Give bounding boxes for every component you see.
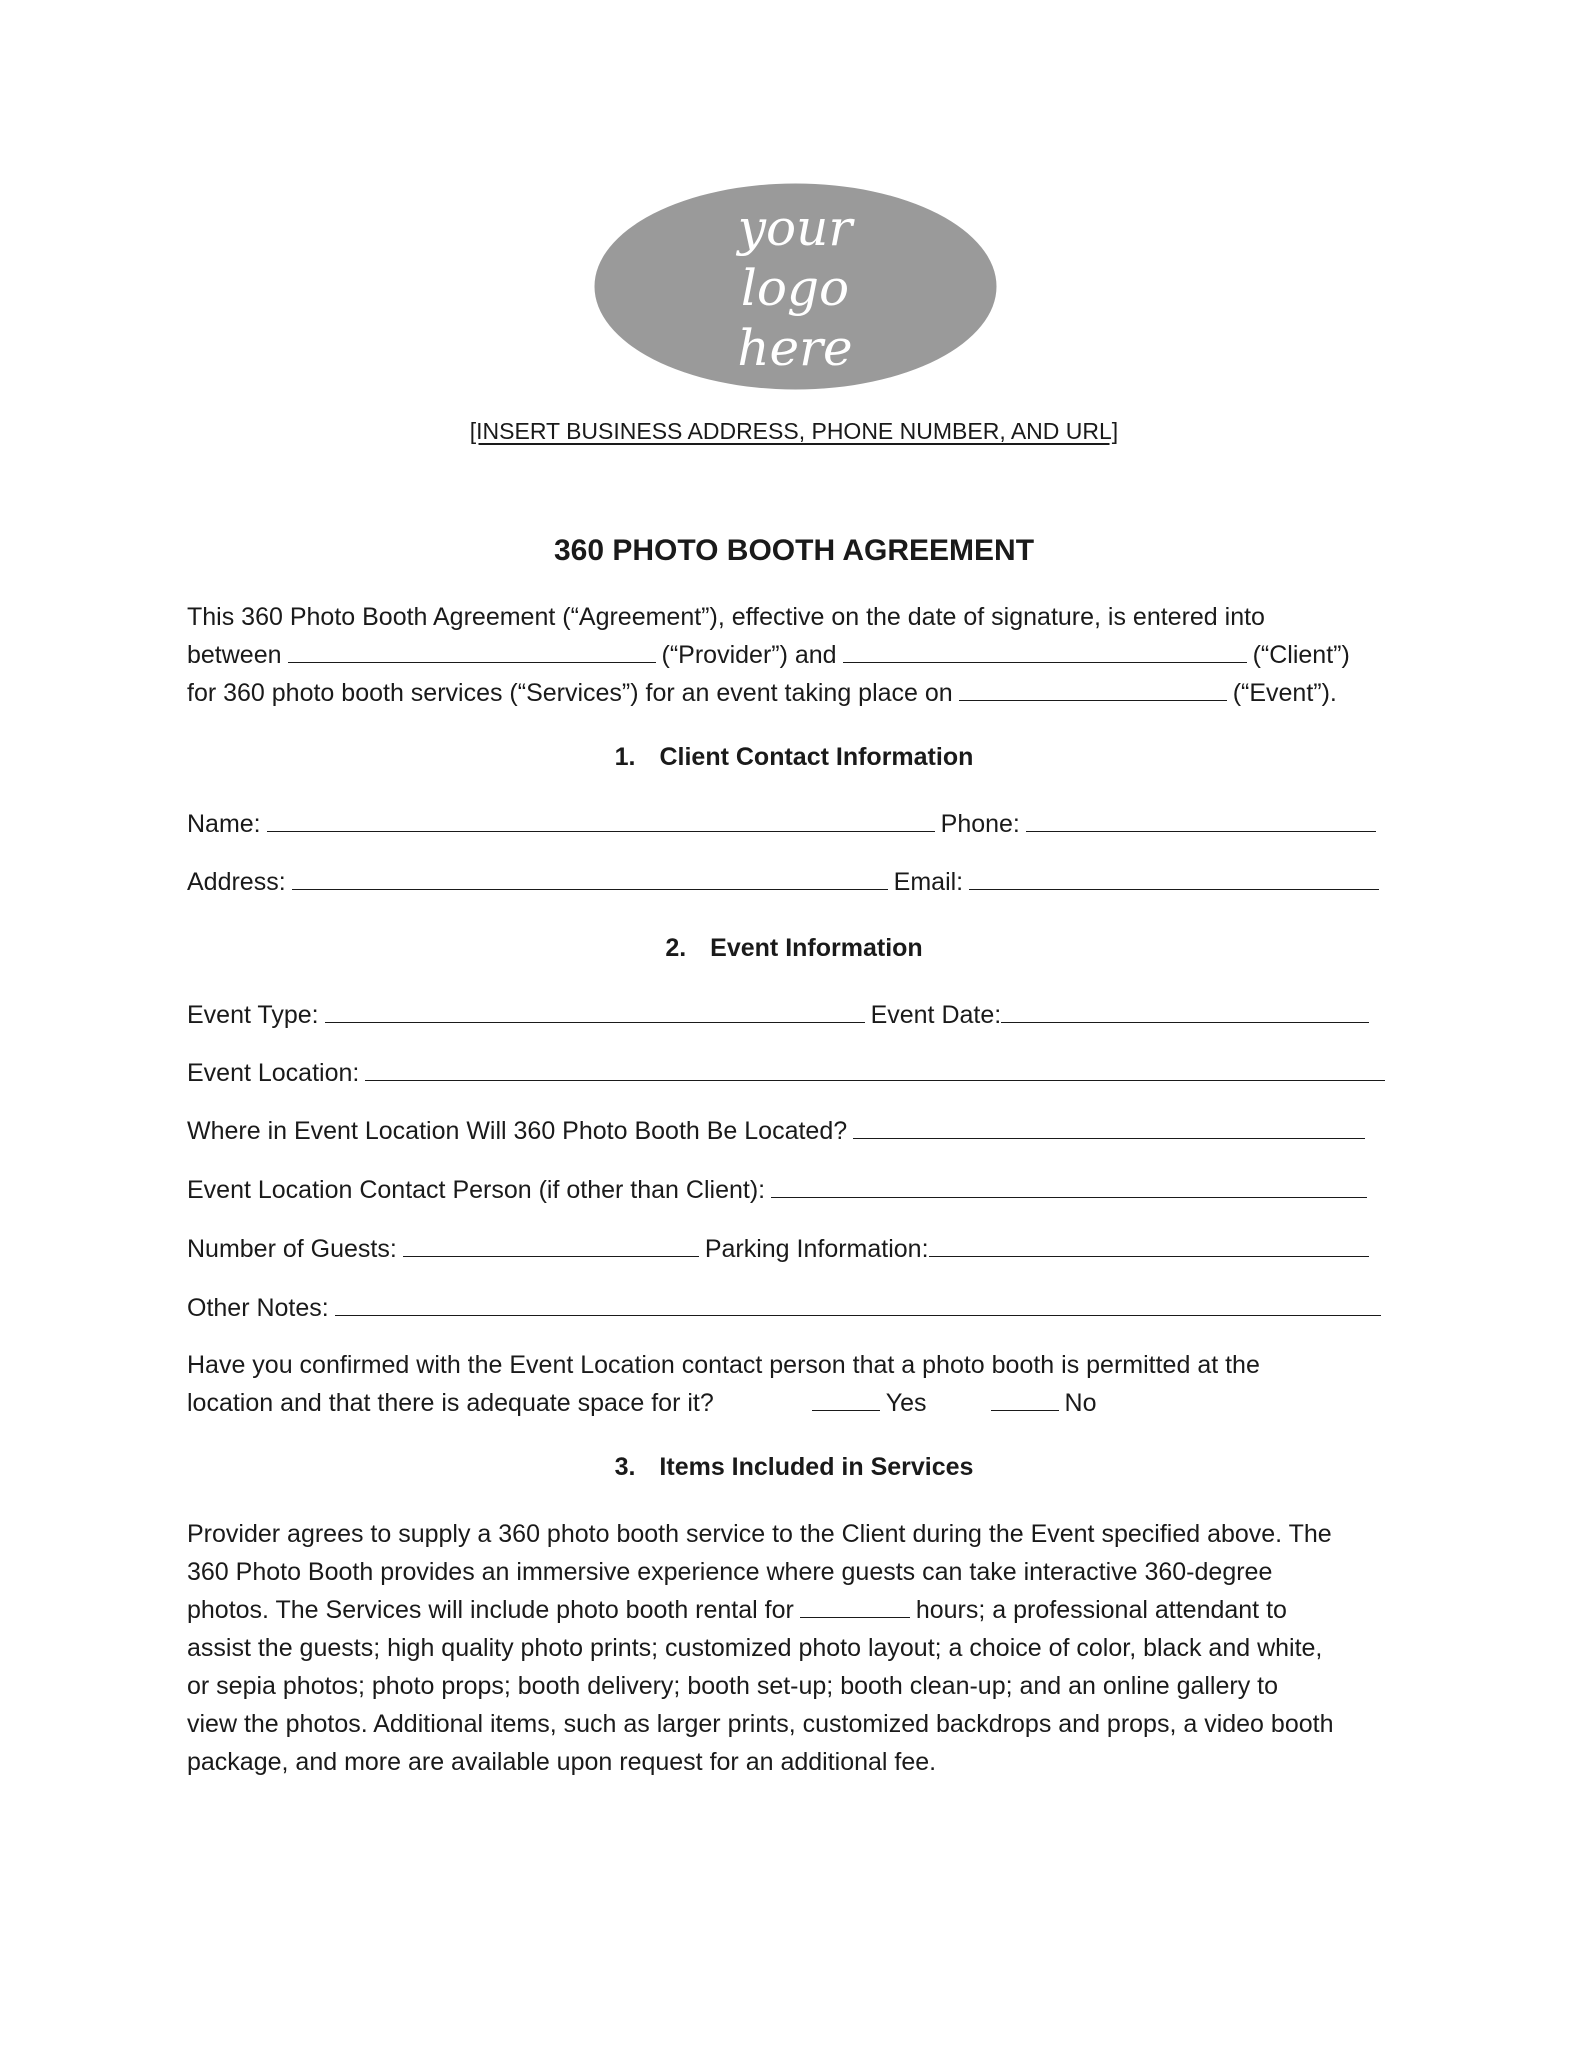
event-date-field[interactable] <box>1001 998 1369 1023</box>
section-1-heading: 1. Client Contact Information <box>614 743 974 771</box>
confirm-question-line-1: Have you confirmed with the Event Location contact person that a photo booth is permitted at the <box>187 1351 1260 1379</box>
client-phone-field[interactable] <box>1026 807 1376 832</box>
client-name-field[interactable] <box>267 807 935 832</box>
document-title: 360 PHOTO BOOTH AGREEMENT <box>553 534 1035 567</box>
contact-person-field[interactable] <box>771 1173 1367 1198</box>
provider-name-blank[interactable] <box>288 638 656 663</box>
client-address-field[interactable] <box>292 865 888 890</box>
other-notes-field[interactable] <box>335 1291 1381 1316</box>
client-name-blank[interactable] <box>843 638 1247 663</box>
event-location-row: Event Location: <box>187 1054 1407 1092</box>
confirm-yes-blank[interactable] <box>812 1386 880 1411</box>
event-location-field[interactable] <box>365 1056 1385 1081</box>
business-address-placeholder: [INSERT BUSINESS ADDRESS, PHONE NUMBER, AND URL] <box>469 418 1119 444</box>
confirm-question-line-2: location and that there is adequate space for it? Yes No <box>187 1384 1407 1422</box>
logo-text-line-1: your <box>737 199 853 257</box>
event-date-blank[interactable] <box>959 676 1227 701</box>
number-of-guests-field[interactable] <box>403 1232 699 1257</box>
logo-text-line-3: here <box>737 319 853 377</box>
booth-location-field[interactable] <box>853 1114 1365 1139</box>
section-3-heading: 3. Items Included in Services <box>614 1453 974 1481</box>
confirm-no-blank[interactable] <box>991 1386 1059 1411</box>
guests-parking-row: Number of Guests: Parking Information: <box>187 1230 1407 1268</box>
parking-information-field[interactable] <box>929 1232 1369 1257</box>
contact-person-row: Event Location Contact Person (if other than Client): <box>187 1171 1407 1209</box>
booth-location-row: Where in Event Location Will 360 Photo Booth Be Located? <box>187 1112 1407 1150</box>
client-name-phone-row: Name: Phone: <box>187 805 1407 843</box>
intro-line-1: This 360 Photo Booth Agreement (“Agreement”), effective on the date of signature, is entered into <box>187 603 1265 631</box>
logo-placeholder-image <box>594 183 997 390</box>
event-type-field[interactable] <box>325 998 865 1023</box>
rental-hours-blank[interactable] <box>800 1593 910 1618</box>
section-2-heading: 2. Event Information <box>665 934 923 962</box>
event-type-date-row: Event Type: Event Date: <box>187 996 1407 1034</box>
client-address-email-row: Address: Email: <box>187 863 1407 901</box>
services-paragraph: Provider agrees to supply a 360 photo booth service to the Client during the Event specified above. The 360 Photo Booth provides an immersive experience where guests can take interactive 360-degree photos. The Services will include photo booth rental for hours; a professional attendant to assist the guests; high quality photo prints; customized photo layout; a choice of color, black and white, or sepia photos; photo props; booth delivery; booth set-up; booth clean-up; and an online gallery to view the photos. Additional items, such as larger prints, customized backdrops and props, a video booth package, and more are available upon request for an additional fee. <box>187 1520 1334 1776</box>
intro-line-3: for 360 photo booth services (“Services”) for an event taking place on (“Event”). <box>187 674 1407 712</box>
logo-text-line-2: logo <box>740 259 850 317</box>
client-email-field[interactable] <box>969 865 1379 890</box>
other-notes-row: Other Notes: <box>187 1289 1407 1327</box>
intro-line-2: between (“Provider”) and (“Client”) <box>187 636 1407 674</box>
